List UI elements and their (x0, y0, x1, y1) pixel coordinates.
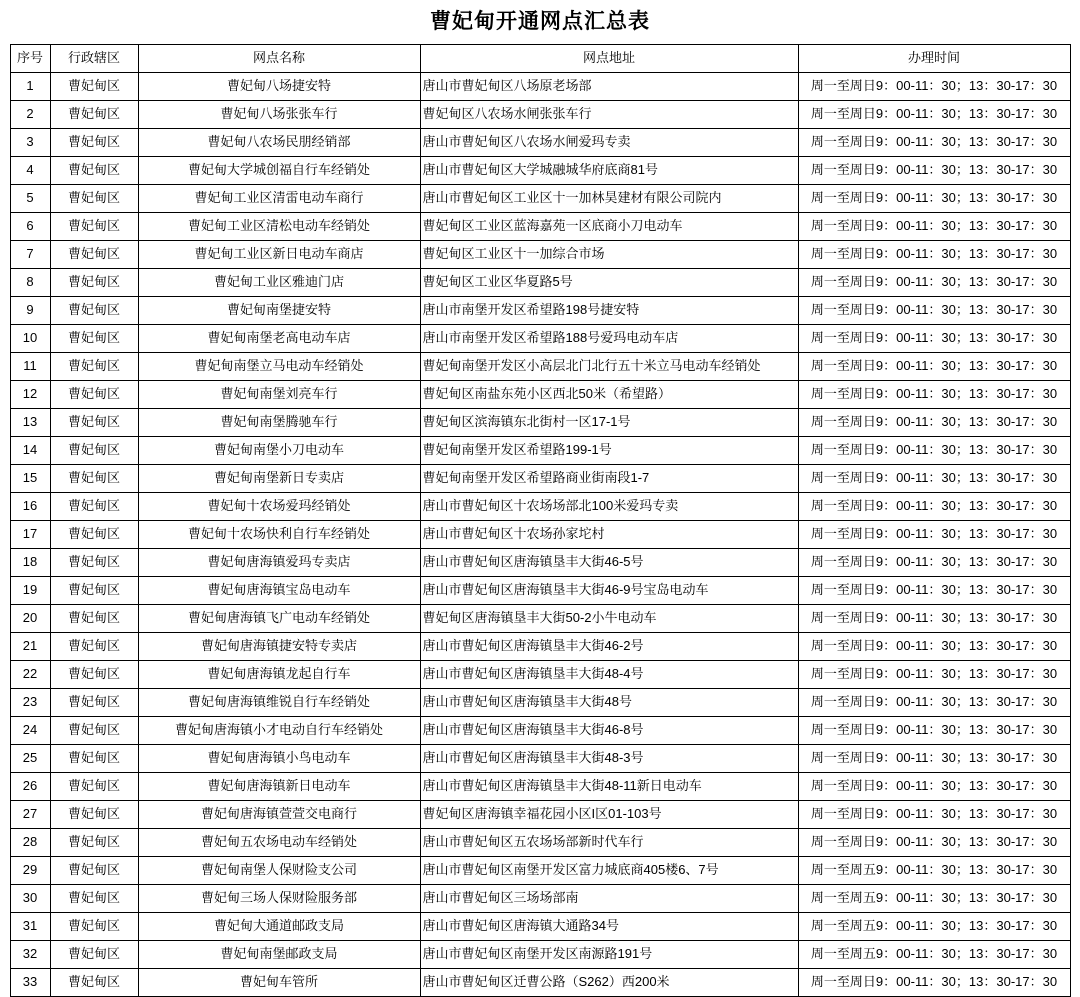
cell-index: 29 (10, 857, 50, 885)
table-body (10, 73, 1070, 997)
cell-service-hours: 周一至周日9：00-11：30；13：30-17：30 (798, 745, 1070, 773)
cell-index: 4 (10, 157, 50, 185)
table-row (10, 353, 1070, 381)
table-row (10, 297, 1070, 325)
column-header-index: 序号 (10, 45, 50, 73)
cell-service-hours: 周一至周日9：00-11：30；13：30-17：30 (798, 157, 1070, 185)
cell-index: 10 (10, 325, 50, 353)
table-row (10, 465, 1070, 493)
cell-service-hours: 周一至周日9：00-11：30；13：30-17：30 (798, 717, 1070, 745)
cell-outlet-address: 曹妃甸区唐海镇幸福花园小区I区01-103号 (420, 801, 798, 829)
cell-index: 16 (10, 493, 50, 521)
cell-outlet-name: 曹妃甸唐海镇龙起自行车 (138, 661, 420, 689)
cell-outlet-name: 曹妃甸工业区雅迪门店 (138, 269, 420, 297)
column-header-outlet-address: 网点地址 (420, 45, 798, 73)
cell-service-hours: 周一至周五9：00-11：30；13：30-17：30 (798, 857, 1070, 885)
cell-service-hours: 周一至周日9：00-11：30；13：30-17：30 (798, 521, 1070, 549)
cell-outlet-address: 唐山市曹妃甸区唐海镇垦丰大街46-5号 (420, 549, 798, 577)
cell-service-hours: 周一至周日9：00-11：30；13：30-17：30 (798, 129, 1070, 157)
cell-outlet-name: 曹妃甸南堡人保财险支公司 (138, 857, 420, 885)
cell-index: 33 (10, 969, 50, 997)
cell-outlet-address: 唐山市曹妃甸区唐海镇垦丰大街48-4号 (420, 661, 798, 689)
cell-index: 17 (10, 521, 50, 549)
cell-outlet-address: 曹妃甸区工业区蓝海嘉苑一区底商小刀电动车 (420, 213, 798, 241)
cell-index: 9 (10, 297, 50, 325)
cell-outlet-address: 唐山市曹妃甸区三场场部南 (420, 885, 798, 913)
table-row (10, 437, 1070, 465)
cell-outlet-name: 曹妃甸唐海镇宝岛电动车 (138, 577, 420, 605)
cell-outlet-address: 曹妃甸南堡开发区小高层北门北行五十米立马电动车经销处 (420, 353, 798, 381)
cell-outlet-address: 唐山市曹妃甸区八场原老场部 (420, 73, 798, 101)
cell-district: 曹妃甸区 (50, 661, 138, 689)
cell-service-hours: 周一至周日9：00-11：30；13：30-17：30 (798, 241, 1070, 269)
cell-service-hours: 周一至周日9：00-11：30；13：30-17：30 (798, 605, 1070, 633)
cell-district: 曹妃甸区 (50, 745, 138, 773)
cell-district: 曹妃甸区 (50, 101, 138, 129)
cell-index: 21 (10, 633, 50, 661)
cell-outlet-address: 唐山市曹妃甸区唐海镇垦丰大街48-3号 (420, 745, 798, 773)
table-row (10, 409, 1070, 437)
table-row (10, 801, 1070, 829)
cell-outlet-name: 曹妃甸南堡刘亮车行 (138, 381, 420, 409)
cell-district: 曹妃甸区 (50, 633, 138, 661)
cell-district: 曹妃甸区 (50, 465, 138, 493)
cell-service-hours: 周一至周日9：00-11：30；13：30-17：30 (798, 353, 1070, 381)
cell-district: 曹妃甸区 (50, 549, 138, 577)
cell-index: 5 (10, 185, 50, 213)
table-row (10, 605, 1070, 633)
cell-district: 曹妃甸区 (50, 885, 138, 913)
cell-outlet-name: 曹妃甸八场捷安特 (138, 73, 420, 101)
cell-outlet-address: 唐山市曹妃甸区八农场水闸爱玛专卖 (420, 129, 798, 157)
cell-index: 27 (10, 801, 50, 829)
cell-outlet-address: 曹妃甸区滨海镇东北街村一区17-1号 (420, 409, 798, 437)
table-row (10, 745, 1070, 773)
cell-outlet-name: 曹妃甸唐海镇飞广电动车经销处 (138, 605, 420, 633)
cell-district: 曹妃甸区 (50, 241, 138, 269)
cell-outlet-name: 曹妃甸大通道邮政支局 (138, 913, 420, 941)
cell-service-hours: 周一至周日9：00-11：30；13：30-17：30 (798, 773, 1070, 801)
cell-index: 2 (10, 101, 50, 129)
cell-outlet-name: 曹妃甸南堡邮政支局 (138, 941, 420, 969)
cell-outlet-name: 曹妃甸工业区清雷电动车商行 (138, 185, 420, 213)
cell-district: 曹妃甸区 (50, 269, 138, 297)
table-row (10, 269, 1070, 297)
cell-outlet-address: 唐山市曹妃甸区大学城融城华府底商81号 (420, 157, 798, 185)
cell-outlet-name: 曹妃甸南堡立马电动车经销处 (138, 353, 420, 381)
cell-district: 曹妃甸区 (50, 185, 138, 213)
cell-index: 13 (10, 409, 50, 437)
cell-service-hours: 周一至周五9：00-11：30；13：30-17：30 (798, 913, 1070, 941)
table-row (10, 521, 1070, 549)
column-header-service-hours: 办理时间 (798, 45, 1070, 73)
cell-outlet-address: 曹妃甸区八农场水闸张张车行 (420, 101, 798, 129)
cell-district: 曹妃甸区 (50, 325, 138, 353)
cell-outlet-address: 唐山市曹妃甸区唐海镇垦丰大街46-9号宝岛电动车 (420, 577, 798, 605)
cell-outlet-name: 曹妃甸工业区新日电动车商店 (138, 241, 420, 269)
table-row (10, 493, 1070, 521)
table-row (10, 381, 1070, 409)
cell-outlet-address: 曹妃甸南堡开发区希望路商业街南段1-7 (420, 465, 798, 493)
cell-outlet-name: 曹妃甸唐海镇维锐自行车经销处 (138, 689, 420, 717)
cell-outlet-address: 唐山市曹妃甸区唐海镇垦丰大街48号 (420, 689, 798, 717)
page-title: 曹妃甸开通网点汇总表 (430, 10, 650, 33)
cell-district: 曹妃甸区 (50, 577, 138, 605)
cell-outlet-address: 唐山市曹妃甸区南堡开发区富力城底商405楼6、7号 (420, 857, 798, 885)
table-row (10, 969, 1070, 997)
cell-outlet-name: 曹妃甸三场人保财险服务部 (138, 885, 420, 913)
cell-index: 25 (10, 745, 50, 773)
table-row (10, 129, 1070, 157)
cell-district: 曹妃甸区 (50, 689, 138, 717)
cell-index: 24 (10, 717, 50, 745)
cell-index: 23 (10, 689, 50, 717)
table-row (10, 885, 1070, 913)
cell-outlet-address: 唐山市曹妃甸区五农场场部新时代车行 (420, 829, 798, 857)
cell-outlet-name: 曹妃甸八场张张车行 (138, 101, 420, 129)
cell-district: 曹妃甸区 (50, 941, 138, 969)
cell-outlet-address: 唐山市南堡开发区希望路188号爱玛电动车店 (420, 325, 798, 353)
cell-index: 19 (10, 577, 50, 605)
cell-index: 28 (10, 829, 50, 857)
cell-outlet-name: 曹妃甸南堡小刀电动车 (138, 437, 420, 465)
cell-outlet-name: 曹妃甸唐海镇萱萱交电商行 (138, 801, 420, 829)
cell-district: 曹妃甸区 (50, 437, 138, 465)
cell-service-hours: 周一至周日9：00-11：30；13：30-17：30 (798, 633, 1070, 661)
cell-outlet-address: 唐山市曹妃甸区南堡开发区南源路191号 (420, 941, 798, 969)
cell-service-hours: 周一至周日9：00-11：30；13：30-17：30 (798, 969, 1070, 997)
table-row (10, 101, 1070, 129)
table-row (10, 213, 1070, 241)
cell-outlet-address: 唐山市曹妃甸区工业区十一加林昊建材有限公司院内 (420, 185, 798, 213)
table-row (10, 157, 1070, 185)
table-row (10, 829, 1070, 857)
cell-index: 26 (10, 773, 50, 801)
cell-index: 14 (10, 437, 50, 465)
table-header (10, 45, 1070, 73)
cell-service-hours: 周一至周日9：00-11：30；13：30-17：30 (798, 493, 1070, 521)
cell-service-hours: 周一至周日9：00-11：30；13：30-17：30 (798, 269, 1070, 297)
cell-district: 曹妃甸区 (50, 857, 138, 885)
cell-district: 曹妃甸区 (50, 773, 138, 801)
table-row (10, 689, 1070, 717)
cell-district: 曹妃甸区 (50, 521, 138, 549)
cell-service-hours: 周一至周日9：00-11：30；13：30-17：30 (798, 661, 1070, 689)
table-row (10, 913, 1070, 941)
cell-index: 7 (10, 241, 50, 269)
cell-district: 曹妃甸区 (50, 969, 138, 997)
cell-district: 曹妃甸区 (50, 381, 138, 409)
cell-service-hours: 周一至周日9：00-11：30；13：30-17：30 (798, 577, 1070, 605)
cell-outlet-name: 曹妃甸南堡老高电动车店 (138, 325, 420, 353)
cell-outlet-name: 曹妃甸唐海镇小才电动自行车经销处 (138, 717, 420, 745)
cell-district: 曹妃甸区 (50, 493, 138, 521)
table-row (10, 633, 1070, 661)
cell-index: 12 (10, 381, 50, 409)
cell-outlet-address: 曹妃甸区唐海镇垦丰大街50-2小牛电动车 (420, 605, 798, 633)
cell-outlet-address: 唐山市曹妃甸区唐海镇垦丰大街48-11新日电动车 (420, 773, 798, 801)
cell-index: 3 (10, 129, 50, 157)
cell-outlet-name: 曹妃甸唐海镇小鸟电动车 (138, 745, 420, 773)
cell-district: 曹妃甸区 (50, 73, 138, 101)
column-header-outlet-name: 网点名称 (138, 45, 420, 73)
cell-district: 曹妃甸区 (50, 913, 138, 941)
cell-index: 22 (10, 661, 50, 689)
cell-outlet-address: 唐山市曹妃甸区唐海镇垦丰大街46-2号 (420, 633, 798, 661)
table-row (10, 857, 1070, 885)
cell-index: 32 (10, 941, 50, 969)
table-row (10, 73, 1070, 101)
column-header-district: 行政辖区 (50, 45, 138, 73)
cell-outlet-name: 曹妃甸十农场爱玛经销处 (138, 493, 420, 521)
cell-outlet-address: 唐山市曹妃甸区十农场孙家坨村 (420, 521, 798, 549)
cell-service-hours: 周一至周五9：00-11：30；13：30-17：30 (798, 941, 1070, 969)
cell-service-hours: 周一至周日9：00-11：30；13：30-17：30 (798, 381, 1070, 409)
cell-service-hours: 周一至周日9：00-11：30；13：30-17：30 (798, 465, 1070, 493)
cell-district: 曹妃甸区 (50, 717, 138, 745)
cell-district: 曹妃甸区 (50, 353, 138, 381)
cell-index: 30 (10, 885, 50, 913)
cell-outlet-address: 曹妃甸区工业区华夏路5号 (420, 269, 798, 297)
network-outlets-table (10, 44, 1071, 997)
cell-index: 11 (10, 353, 50, 381)
cell-district: 曹妃甸区 (50, 605, 138, 633)
cell-district: 曹妃甸区 (50, 409, 138, 437)
cell-outlet-name: 曹妃甸大学城创福自行车经销处 (138, 157, 420, 185)
cell-outlet-address: 唐山市曹妃甸区迁曹公路（S262）西200米 (420, 969, 798, 997)
cell-outlet-name: 曹妃甸五农场电动车经销处 (138, 829, 420, 857)
cell-service-hours: 周一至周日9：00-11：30；13：30-17：30 (798, 409, 1070, 437)
cell-service-hours: 周一至周日9：00-11：30；13：30-17：30 (798, 689, 1070, 717)
cell-outlet-name: 曹妃甸唐海镇捷安特专卖店 (138, 633, 420, 661)
cell-outlet-address: 唐山市曹妃甸区唐海镇垦丰大街46-8号 (420, 717, 798, 745)
cell-index: 15 (10, 465, 50, 493)
table-row (10, 773, 1070, 801)
cell-service-hours: 周一至周日9：00-11：30；13：30-17：30 (798, 829, 1070, 857)
table-row (10, 185, 1070, 213)
cell-district: 曹妃甸区 (50, 801, 138, 829)
table-row (10, 717, 1070, 745)
cell-outlet-name: 曹妃甸工业区清松电动车经销处 (138, 213, 420, 241)
table-header-row (10, 45, 1070, 73)
cell-outlet-name: 曹妃甸唐海镇新日电动车 (138, 773, 420, 801)
cell-district: 曹妃甸区 (50, 157, 138, 185)
cell-outlet-name: 曹妃甸南堡腾驰车行 (138, 409, 420, 437)
cell-outlet-address: 唐山市南堡开发区希望路198号捷安特 (420, 297, 798, 325)
table-row (10, 661, 1070, 689)
cell-outlet-address: 唐山市曹妃甸区唐海镇大通路34号 (420, 913, 798, 941)
cell-index: 20 (10, 605, 50, 633)
cell-service-hours: 周一至周日9：00-11：30；13：30-17：30 (798, 801, 1070, 829)
table-row (10, 577, 1070, 605)
cell-district: 曹妃甸区 (50, 129, 138, 157)
cell-index: 18 (10, 549, 50, 577)
cell-outlet-name: 曹妃甸唐海镇爱玛专卖店 (138, 549, 420, 577)
cell-service-hours: 周一至周日9：00-11：30；13：30-17：30 (798, 549, 1070, 577)
cell-outlet-name: 曹妃甸南堡新日专卖店 (138, 465, 420, 493)
table-row (10, 941, 1070, 969)
cell-index: 31 (10, 913, 50, 941)
cell-outlet-name: 曹妃甸南堡捷安特 (138, 297, 420, 325)
cell-outlet-address: 曹妃甸南堡开发区希望路199-1号 (420, 437, 798, 465)
cell-outlet-address: 曹妃甸区南盐东苑小区西北50米（希望路） (420, 381, 798, 409)
cell-index: 8 (10, 269, 50, 297)
cell-outlet-address: 唐山市曹妃甸区十农场场部北100米爱玛专卖 (420, 493, 798, 521)
cell-service-hours: 周一至周日9：00-11：30；13：30-17：30 (798, 101, 1070, 129)
table-row (10, 549, 1070, 577)
cell-service-hours: 周一至周日9：00-11：30；13：30-17：30 (798, 73, 1070, 101)
cell-outlet-name: 曹妃甸十农场快利自行车经销处 (138, 521, 420, 549)
cell-index: 1 (10, 73, 50, 101)
cell-district: 曹妃甸区 (50, 213, 138, 241)
cell-service-hours: 周一至周日9：00-11：30；13：30-17：30 (798, 213, 1070, 241)
cell-district: 曹妃甸区 (50, 829, 138, 857)
cell-index: 6 (10, 213, 50, 241)
cell-service-hours: 周一至周日9：00-11：30；13：30-17：30 (798, 297, 1070, 325)
cell-district: 曹妃甸区 (50, 297, 138, 325)
cell-outlet-address: 曹妃甸区工业区十一加综合市场 (420, 241, 798, 269)
cell-service-hours: 周一至周五9：00-11：30；13：30-17：30 (798, 885, 1070, 913)
cell-service-hours: 周一至周日9：00-11：30；13：30-17：30 (798, 437, 1070, 465)
table-row (10, 325, 1070, 353)
cell-outlet-name: 曹妃甸八农场民朋经销部 (138, 129, 420, 157)
cell-service-hours: 周一至周日9：00-11：30；13：30-17：30 (798, 185, 1070, 213)
table-row (10, 241, 1070, 269)
cell-outlet-name: 曹妃甸车管所 (138, 969, 420, 997)
cell-service-hours: 周一至周日9：00-11：30；13：30-17：30 (798, 325, 1070, 353)
